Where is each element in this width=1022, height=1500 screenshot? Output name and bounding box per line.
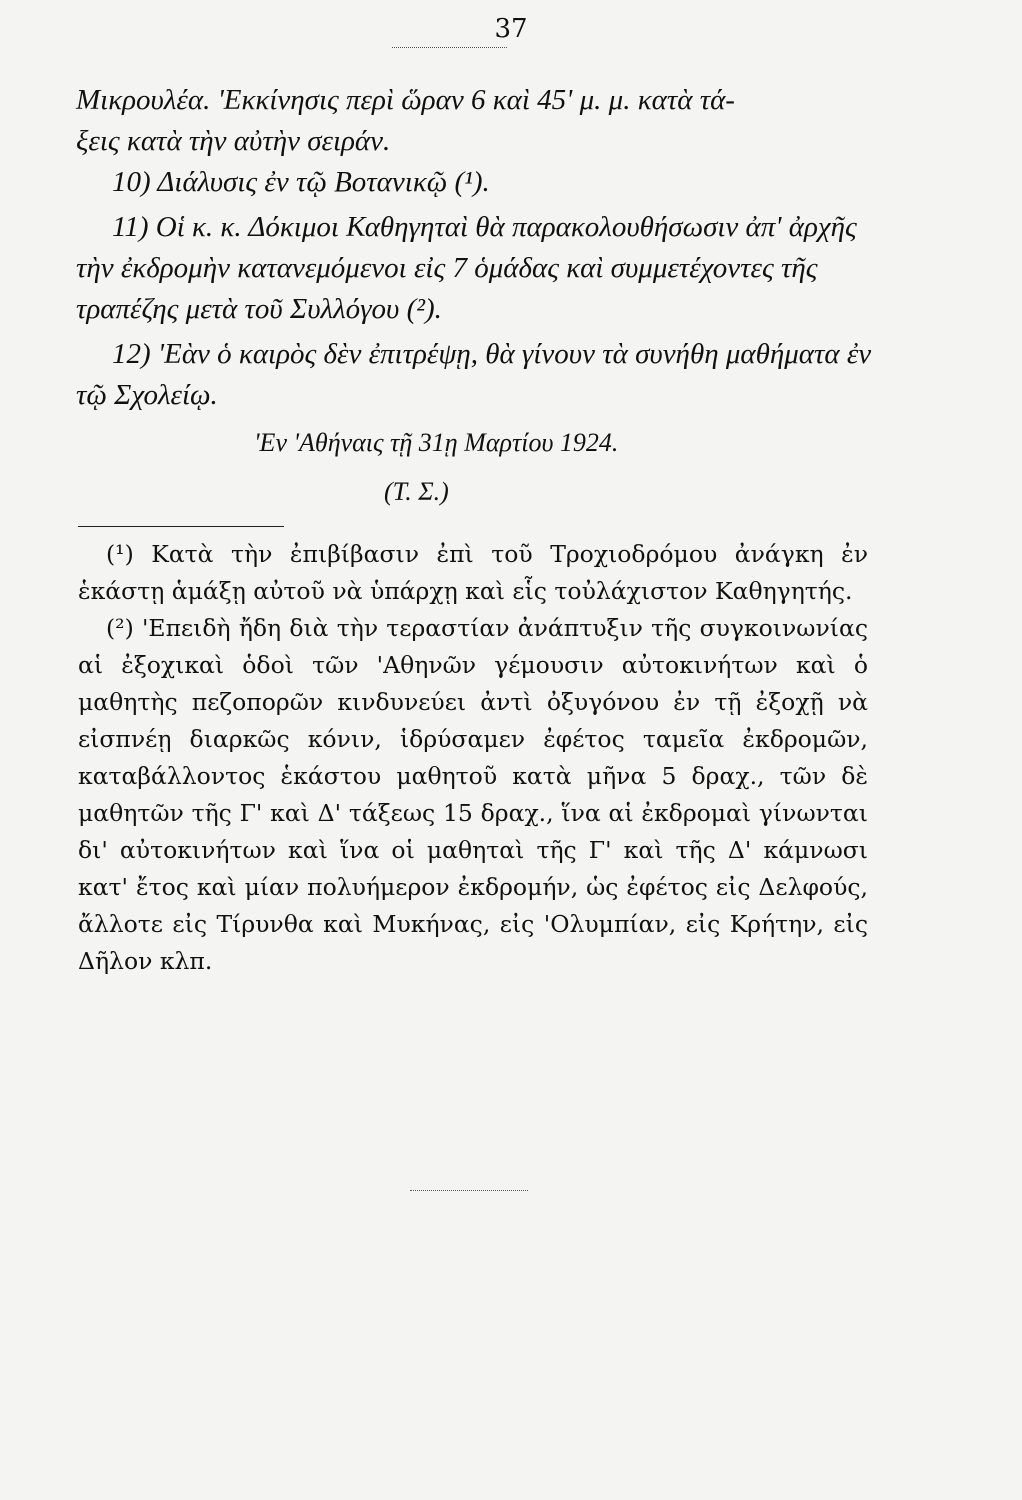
footnote-1: (¹) Κατὰ τὴν ἐπιβίβασιν ἐπὶ τοῦ Τροχιοδρόμου ἀνάγκη ἐν ἑκάστῃ ἁμάξῃ αὐτοῦ νὰ ὑπάρχῃ καὶ εἷς τοὐλάχιστον Καθηγητής.	[78, 540, 868, 605]
bottom-dotted-divider	[410, 1190, 528, 1191]
footnotes	[78, 536, 868, 980]
item-12: 12) 'Εὰν ὁ καιρὸς δὲν ἐπιτρέψῃ, θὰ γίνουν τὰ συνήθη μαθήματα ἐν τῷ Σχολείῳ.	[76, 338, 872, 411]
item-10: 10) Διάλυσις ἐν τῷ Βοτανικῷ (¹).	[112, 166, 490, 198]
page-number: 37	[494, 14, 528, 44]
footnote-2: (²) 'Επειδὴ ἤδη διὰ τὴν τεραστίαν ἀνάπτυξιν τῆς συγκοινωνίας αἱ ἐξοχικαὶ ὁδοὶ τῶν 'Αθηνῶν γέμουσιν αὐτοκινήτων καὶ ὁ μαθητὴς πεζοπορῶν κινδυνεύει ἀντὶ ὀξυγόνου ἐν τῇ ἐξοχῇ νὰ εἰσπνέῃ διαρκῶς κόνιν, ἱδρύσαμεν ἐφέτος ταμεῖα ἐκδρομῶν, καταβάλλοντος ἑκάστου μαθητοῦ κατὰ μῆνα 5 δραχ., τῶν δὲ μαθητῶν τῆς Γ' καὶ Δ' τάξεως 15 δραχ., ἵνα αἱ ἐκδρομαὶ γίνωνται δι' αὐτοκινήτων καὶ ἵνα οἱ μαθηταὶ τῆς Γ' καὶ τῆς Δ' κάμνωσι κατ' ἔτος καὶ μίαν πολυήμερον ἐκδρομήν, ὡς ἐφέτος εἰς Δελφούς, ἄλλοτε εἰς Τίρυνθα καὶ Μυκήνας, εἰς 'Ολυμπίαν, εἰς Κρήτην, εἰς Δῆλον κλπ.	[78, 614, 868, 975]
main-text	[76, 80, 876, 512]
top-dotted-divider	[392, 47, 507, 48]
item-11: 11) Οἱ κ. κ. Δόκιμοι Καθηγηταὶ θὰ παρακολουθήσωσιν ἀπ' ἀρχῆς τὴν ἐκδρομὴν κατανεμόμενοι εἰς 7 ὁμάδας καὶ συμμετέχοντες τῆς τραπέζης μετὰ τοῦ Συλλόγου (²).	[76, 211, 857, 325]
signature-initials: (Τ. Σ.)	[384, 477, 449, 506]
date-line: 'Εν 'Αθήναις τῇ 31ῃ Μαρτίου 1924.	[254, 428, 619, 457]
text-line-1: Μικρουλέα. 'Εκκίνησις περὶ ὥραν 6 καὶ 45' μ. μ. κατὰ τά-	[76, 84, 735, 116]
text-line-2: ξεις κατὰ τὴν αὐτὴν σειράν.	[76, 125, 391, 157]
footnote-rule	[78, 526, 284, 527]
